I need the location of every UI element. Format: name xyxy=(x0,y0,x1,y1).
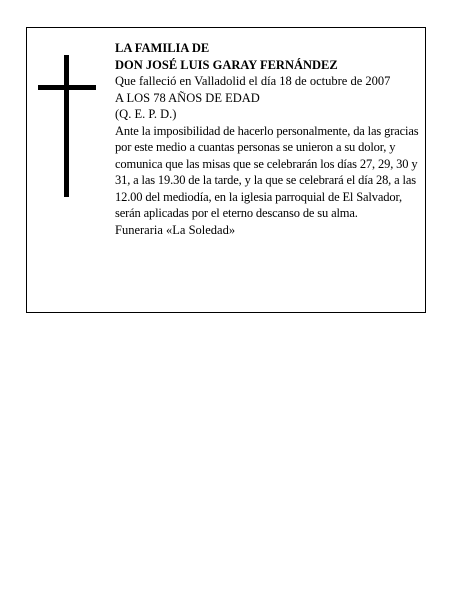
notice-body-text: Ante la imposibilidad de hacerlo personalmente, da las gracias por este medio a cuantas personas se unieron a su dolor, y comunica que las misas que se celebrarán los días 27, 29, 30 y 31, a las 19.30 de la tarde, y la que se celebrará el día 28, a las 12.00 del mediodía, en la iglesia parroquial de El Salvador, serán aplicadas por el eterno descanso de su alma. xyxy=(115,123,419,220)
cross-horizontal-bar xyxy=(38,85,96,90)
deceased-name: DON JOSÉ LUIS GARAY FERNÁNDEZ xyxy=(115,57,338,72)
passing-statement: Que falleció en Valladolid el día 18 de octubre de 2007 xyxy=(115,74,391,88)
cross-vertical-bar xyxy=(64,55,69,197)
family-heading: LA FAMILIA DE xyxy=(115,41,210,55)
obituary-notice xyxy=(26,27,426,313)
notice-content xyxy=(115,40,421,238)
latin-cross-icon xyxy=(38,55,96,197)
rip-abbreviation: (Q. E. P. D.) xyxy=(115,107,177,121)
age-statement: A LOS 78 AÑOS DE EDAD xyxy=(115,90,260,105)
funeral-home: Funeraria «La Soledad» xyxy=(115,222,236,237)
